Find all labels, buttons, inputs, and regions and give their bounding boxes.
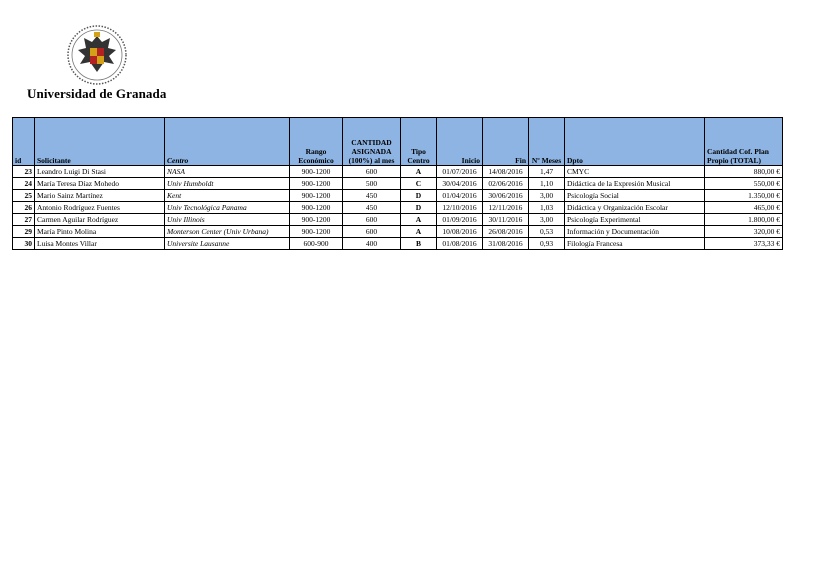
header-tipo: Tipo Centro (401, 118, 437, 166)
cell-fin: 31/08/2016 (483, 238, 529, 250)
table-row (13, 238, 783, 250)
cell-tipo: C (401, 178, 437, 190)
table-row (13, 202, 783, 214)
cell-id: 23 (13, 166, 35, 178)
cell-cofin: 320,00 € (705, 226, 783, 238)
cell-fin: 30/11/2016 (483, 214, 529, 226)
cell-cantidad: 600 (343, 214, 401, 226)
header-dpto: Dpto (565, 118, 705, 166)
cell-inicio: 10/08/2016 (437, 226, 483, 238)
cell-solicitante: Antonio Rodríguez Fuentes (35, 202, 165, 214)
table-header-row (13, 118, 783, 166)
header-meses: Nº Meses (529, 118, 565, 166)
cell-cantidad: 450 (343, 202, 401, 214)
cell-cantidad: 600 (343, 166, 401, 178)
cell-id: 29 (13, 226, 35, 238)
table-row (13, 226, 783, 238)
cell-solicitante: Mario Sainz Martínez (35, 190, 165, 202)
cell-inicio: 01/09/2016 (437, 214, 483, 226)
cell-tipo: D (401, 190, 437, 202)
cell-cofin: 1.350,00 € (705, 190, 783, 202)
cell-inicio: 01/08/2016 (437, 238, 483, 250)
cell-meses: 1,10 (529, 178, 565, 190)
header-centro: Centro (165, 118, 290, 166)
header-inicio: Inicio (437, 118, 483, 166)
cell-inicio: 12/10/2016 (437, 202, 483, 214)
cell-dpto: CMYC (565, 166, 705, 178)
cell-solicitante: María Pinto Molina (35, 226, 165, 238)
cell-cantidad: 450 (343, 190, 401, 202)
cell-cantidad: 600 (343, 226, 401, 238)
cell-cofin: 465,00 € (705, 202, 783, 214)
cell-inicio: 30/04/2016 (437, 178, 483, 190)
cell-dpto: Didáctica y Organización Escolar (565, 202, 705, 214)
header-solicitante: Solicitante (35, 118, 165, 166)
cell-tipo: B (401, 238, 437, 250)
cell-meses: 0,53 (529, 226, 565, 238)
cell-cofin: 880,00 € (705, 166, 783, 178)
cell-id: 25 (13, 190, 35, 202)
cell-cofin: 550,00 € (705, 178, 783, 190)
cell-centro: Univ Tecnológica Panama (165, 202, 290, 214)
cell-dpto: Información y Documentación (565, 226, 705, 238)
cell-id: 26 (13, 202, 35, 214)
cell-rango: 600-900 (290, 238, 343, 250)
cell-dpto: Psicología Social (565, 190, 705, 202)
cell-fin: 02/06/2016 (483, 178, 529, 190)
header-id: id (13, 118, 35, 166)
cell-centro: Univ Illinois (165, 214, 290, 226)
header-fin: Fin (483, 118, 529, 166)
cell-tipo: A (401, 214, 437, 226)
cell-solicitante: María Teresa Díaz Mohedo (35, 178, 165, 190)
cell-meses: 3,00 (529, 214, 565, 226)
grants-table (12, 117, 783, 250)
cell-solicitante: Carmen Aguilar Rodríguez (35, 214, 165, 226)
crest-icon (66, 24, 128, 86)
university-name: Universidad de Granada (27, 86, 167, 101)
header-cofin: Cantidad Cof. Plan Propio (TOTAL) (705, 118, 783, 166)
cell-id: 27 (13, 214, 35, 226)
table-row (13, 214, 783, 226)
header-rango: Rango Económico (290, 118, 343, 166)
cell-meses: 1,03 (529, 202, 565, 214)
cell-dpto: Didáctica de la Expresión Musical (565, 178, 705, 190)
cell-rango: 900-1200 (290, 190, 343, 202)
cell-tipo: A (401, 166, 437, 178)
cell-fin: 30/06/2016 (483, 190, 529, 202)
cell-meses: 3,00 (529, 190, 565, 202)
cell-meses: 0,93 (529, 238, 565, 250)
cell-rango: 900-1200 (290, 178, 343, 190)
cell-rango: 900-1200 (290, 166, 343, 178)
cell-dpto: Filología Francesa (565, 238, 705, 250)
cell-inicio: 01/04/2016 (437, 190, 483, 202)
cell-dpto: Psicología Experimental (565, 214, 705, 226)
cell-id: 24 (13, 178, 35, 190)
cell-cofin: 1.800,00 € (705, 214, 783, 226)
cell-rango: 900-1200 (290, 226, 343, 238)
cell-tipo: A (401, 226, 437, 238)
cell-centro: Monterson Center (Univ Urbana) (165, 226, 290, 238)
cell-rango: 900-1200 (290, 202, 343, 214)
cell-cofin: 373,33 € (705, 238, 783, 250)
cell-cantidad: 500 (343, 178, 401, 190)
table-row (13, 190, 783, 202)
table-row (13, 166, 783, 178)
cell-solicitante: Leandro Luigi Di Stasi (35, 166, 165, 178)
cell-centro: Univ Humboldt (165, 178, 290, 190)
cell-centro: Universite Lausanne (165, 238, 290, 250)
cell-centro: NASA (165, 166, 290, 178)
cell-meses: 1,47 (529, 166, 565, 178)
cell-cantidad: 400 (343, 238, 401, 250)
cell-tipo: D (401, 202, 437, 214)
cell-fin: 14/08/2016 (483, 166, 529, 178)
cell-fin: 12/11/2016 (483, 202, 529, 214)
cell-rango: 900-1200 (290, 214, 343, 226)
header-cantidad: CANTIDAD ASIGNADA (100%) al mes (343, 118, 401, 166)
cell-inicio: 01/07/2016 (437, 166, 483, 178)
cell-solicitante: Luisa Montes Villar (35, 238, 165, 250)
table-row (13, 178, 783, 190)
cell-centro: Kent (165, 190, 290, 202)
cell-id: 30 (13, 238, 35, 250)
cell-fin: 26/08/2016 (483, 226, 529, 238)
